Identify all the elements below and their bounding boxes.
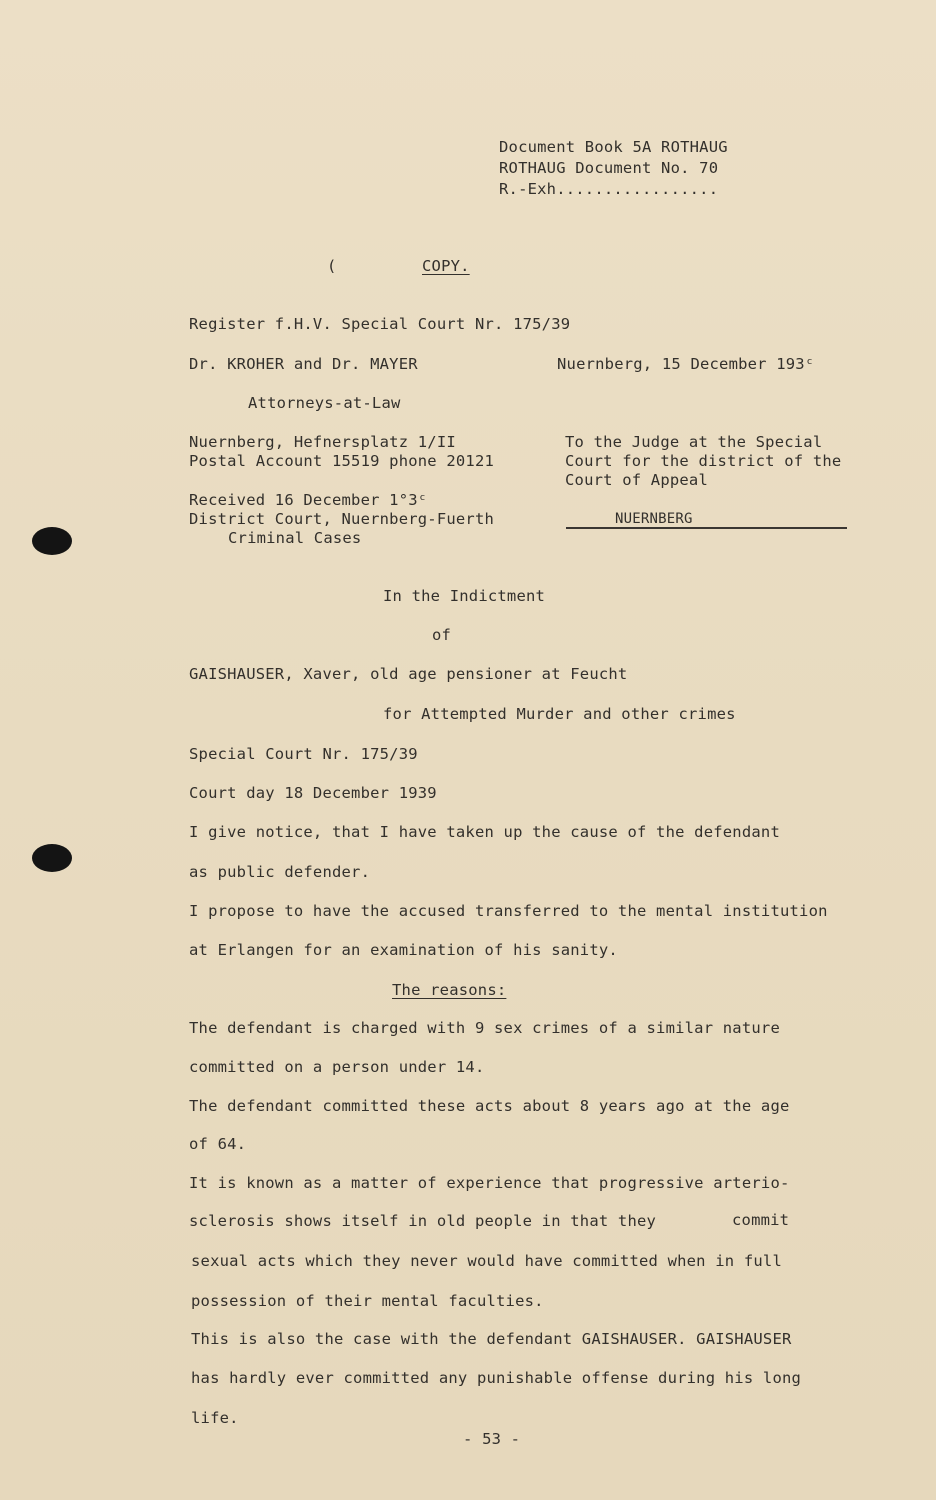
body-text-line: The defendant committed these acts about 8 years ago at the age — [189, 1097, 790, 1115]
body-text-line: commit — [732, 1211, 790, 1229]
body-text-line: at Erlangen for an examination of his sanity. — [189, 941, 618, 959]
attorneys-names: Dr. KROHER and Dr. MAYER — [189, 355, 418, 373]
page-number: - 53 - — [463, 1430, 521, 1448]
defendant-line: GAISHAUSER, Xaver, old age pensioner at Feucht — [189, 665, 628, 683]
charge-line: for Attempted Murder and other crimes — [383, 705, 736, 723]
recipient-underline — [566, 527, 847, 529]
body-text-line: I propose to have the accused transferred to the mental institution — [189, 902, 828, 920]
received-stamp-line: Criminal Cases — [228, 529, 362, 547]
register-line: Register f.H.V. Special Court Nr. 175/39 — [189, 315, 571, 333]
body-text-line: sexual acts which they never would have committed when in full — [191, 1252, 782, 1270]
body-text-line: This is also the case with the defendant GAISHAUSER. GAISHAUSER — [191, 1330, 792, 1348]
body-text-line: committed on a person under 14. — [189, 1058, 485, 1076]
body-text-line: has hardly ever committed any punishable offense during his long — [191, 1369, 802, 1387]
of-line: of — [432, 626, 452, 644]
punch-hole — [32, 527, 72, 555]
body-text-line: possession of their mental faculties. — [191, 1292, 544, 1310]
body-text-line: I give notice, that I have taken up the cause of the defendant — [189, 823, 780, 841]
document-number-line: ROTHAUG Document No. 70 — [499, 159, 719, 177]
indictment-heading: In the Indictment — [383, 587, 546, 605]
copy-title: COPY. — [422, 257, 470, 275]
copy-mark: ( — [327, 257, 337, 275]
address-line: Postal Account 15519 phone 20121 — [189, 452, 495, 470]
court-number-line: Special Court Nr. 175/39 — [189, 745, 418, 763]
received-stamp-line: District Court, Nuernberg-Fuerth — [189, 510, 495, 528]
recipient-city: NUERNBERG — [615, 511, 693, 527]
body-text-line: The defendant is charged with 9 sex crimes of a similar nature — [189, 1019, 780, 1037]
recipient-line: Court of Appeal — [565, 471, 708, 489]
received-stamp-line: Received 16 December 1°3ᶜ — [189, 491, 428, 509]
body-text-line: It is known as a matter of experience that progressive arterio- — [189, 1174, 790, 1192]
body-text-line: of 64. — [189, 1135, 247, 1153]
attorneys-title: Attorneys-at-Law — [248, 394, 401, 412]
recipient-line: To the Judge at the Special — [565, 433, 823, 451]
body-text-line: sclerosis shows itself in old people in that they — [189, 1212, 657, 1230]
reasons-heading: The reasons: — [392, 981, 507, 999]
body-text-line: life. — [191, 1409, 239, 1427]
body-text-line: as public defender. — [189, 863, 371, 881]
exhibit-line: R.-Exh................. — [499, 180, 719, 198]
recipient-line: Court for the district of the — [565, 452, 842, 470]
court-day-line: Court day 18 December 1939 — [189, 784, 437, 802]
place-date: Nuernberg, 15 December 193ᶜ — [557, 355, 815, 373]
address-line: Nuernberg, Hefnersplatz 1/II — [189, 433, 456, 451]
punch-hole — [32, 844, 72, 872]
document-book-line: Document Book 5A ROTHAUG — [499, 138, 728, 156]
